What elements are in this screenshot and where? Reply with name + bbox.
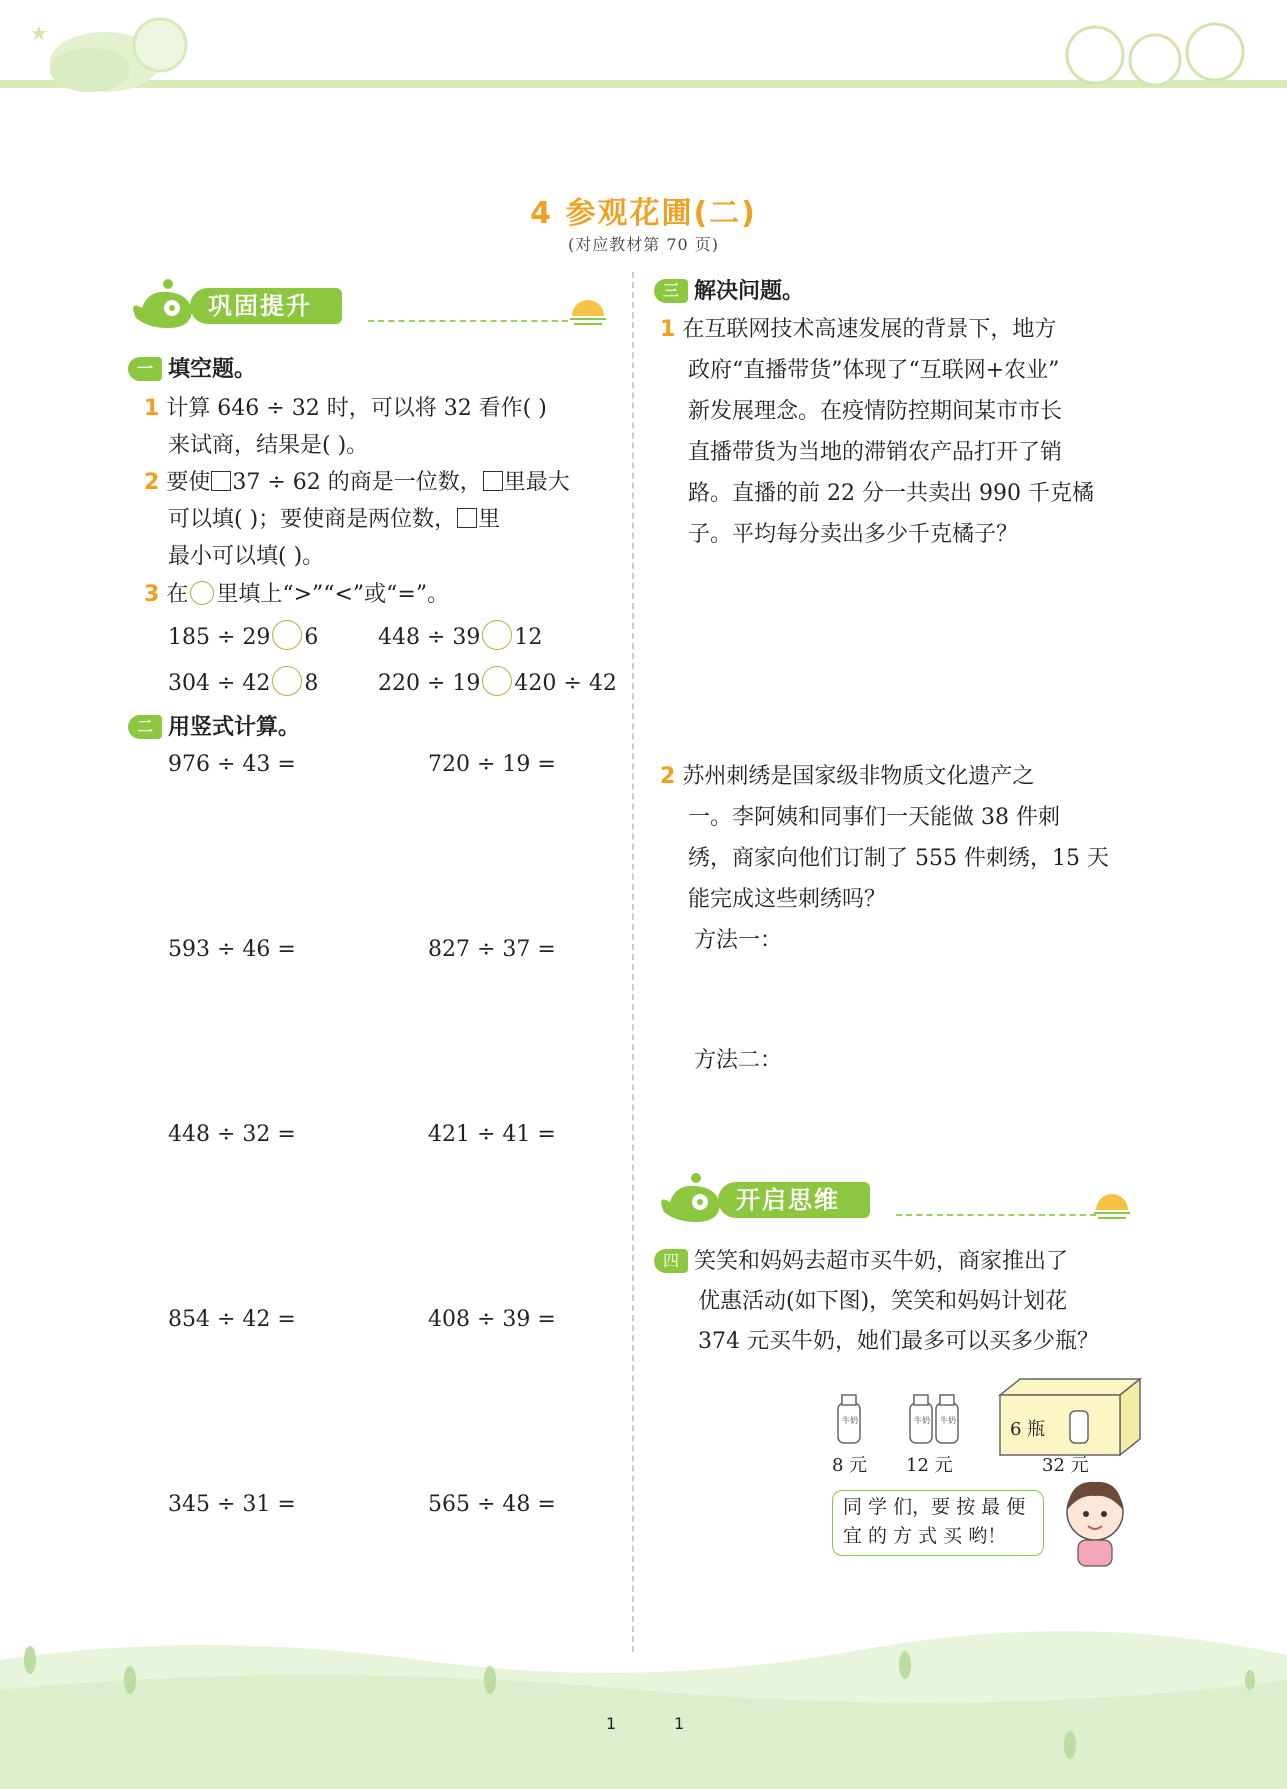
calc-item: 720 ÷ 19 = <box>428 752 556 777</box>
compare-item: 220 ÷ 19 420 ÷ 42 <box>378 666 617 696</box>
thinking-banner <box>656 1172 1136 1228</box>
problem-2 <box>660 756 1140 961</box>
calc-item: 565 ÷ 48 = <box>428 1492 556 1517</box>
question-text: 里 <box>478 507 501 532</box>
whale-icon <box>656 1172 726 1228</box>
sunset-icon <box>1092 1188 1132 1222</box>
question-text: 374 元买牛奶，她们最多可以买多少瓶？ <box>698 1329 1099 1354</box>
question-text: 直播带货为当地的滞销农产品打开了销 <box>688 440 1063 465</box>
question-text: 要使 <box>166 470 211 495</box>
question-text: 苏州刺绣是国家级非物质文化遗产之 <box>682 764 1035 789</box>
calc-item: 421 ÷ 41 = <box>428 1122 556 1147</box>
svg-text:★: ★ <box>30 21 48 45</box>
section-title: 用竖式计算。 <box>168 715 301 740</box>
compare-item: 304 ÷ 42 8 <box>168 666 318 696</box>
question-text: 37 ÷ 62 的商是一位数， <box>232 470 482 495</box>
question-text: 笑笑和妈妈去超市买牛奶，商家推出了 <box>694 1249 1069 1274</box>
question-1 <box>144 390 624 464</box>
calc-item: 448 ÷ 32 = <box>168 1122 296 1147</box>
compare-circle[interactable] <box>482 620 512 650</box>
compare-item: 448 ÷ 39 12 <box>378 620 542 650</box>
page-number-left: 1 <box>606 1714 617 1733</box>
bottle-label: 牛奶 <box>914 1416 930 1425</box>
page-number-right: 1 <box>674 1714 685 1733</box>
question-text: 里最大 <box>503 470 570 495</box>
sunset-icon <box>568 294 608 328</box>
question-text: 绣，商家向他们订制了 555 件刺绣，15 天 <box>688 846 1109 871</box>
box-count: 6 瓶 <box>1010 1419 1046 1440</box>
question-text: 子。平均每分卖出多少千克橘子？ <box>688 522 1019 547</box>
section-badge: 一 <box>128 357 162 381</box>
calc-item: 593 ÷ 46 = <box>168 937 296 962</box>
method-one-label: 方法一： <box>694 928 783 953</box>
question-text: 优惠活动(如下图)，笑笑和妈妈计划花 <box>698 1289 1068 1314</box>
problem-4 <box>654 1242 1144 1362</box>
calc-item: 827 ÷ 37 = <box>428 937 556 962</box>
bottom-hills-decoration <box>0 1620 1287 1789</box>
question-text: 在互联网技术高速发展的背景下，地方 <box>682 317 1057 342</box>
consolidate-banner-label: 巩固提升 <box>190 288 342 324</box>
blank-square-icon <box>457 508 477 528</box>
consolidate-banner <box>128 278 598 334</box>
bottle-label: 牛奶 <box>940 1416 956 1425</box>
milk-offer-illustration <box>830 1375 1150 1485</box>
question-text: 路。直播的前 22 分一共卖出 990 千克橘 <box>688 481 1094 506</box>
girl-character-icon <box>1050 1470 1140 1570</box>
thinking-banner-label: 开启思维 <box>718 1182 870 1218</box>
top-decoration <box>0 0 1287 120</box>
section-badge: 二 <box>128 715 162 739</box>
question-text: 计算 646 ÷ 32 时，可以将 32 看作( ) <box>166 396 547 421</box>
question-text: 里填上“>”“<”或“=”。 <box>216 582 450 607</box>
question-text: 一。李阿姨和同事们一天能做 38 件刺 <box>688 805 1060 830</box>
question-number: 2 <box>660 764 676 789</box>
question-text: 最小可以填( )。 <box>168 544 325 569</box>
calc-item: 854 ÷ 42 = <box>168 1307 296 1332</box>
blank-square-icon <box>483 471 503 491</box>
speech-text: 宜 的 方 式 买 哟！ <box>843 1525 1007 1547</box>
method-two-label: 方法二： <box>694 1048 783 1073</box>
single-price: 8 元 <box>832 1455 868 1476</box>
question-text: 政府“直播带货”体现了“互联网+农业” <box>688 358 1060 383</box>
question-text: 新发展理念。在疫情防控期间某市市长 <box>688 399 1063 424</box>
question-text: 在 <box>166 582 189 607</box>
question-text: 可以填( )；要使商是两位数， <box>168 507 457 532</box>
speech-bubble <box>832 1490 1044 1556</box>
question-text: 能完成这些刺绣吗？ <box>688 887 887 912</box>
question-text: 来试商，结果是( )。 <box>168 433 369 458</box>
column-divider <box>632 272 634 1652</box>
blank-circle-icon <box>190 581 214 605</box>
page-title: 4 参观花圃(二) <box>530 196 757 231</box>
box-price: 32 元 <box>1042 1455 1089 1476</box>
calc-item: 976 ÷ 43 = <box>168 752 296 777</box>
section-badge: 四 <box>654 1249 688 1273</box>
question-number: 1 <box>660 317 676 342</box>
section-title: 填空题。 <box>168 357 257 382</box>
whale-icon <box>128 278 198 334</box>
milk-box-icon <box>1000 1379 1140 1455</box>
question-2 <box>144 464 624 575</box>
problem-1 <box>660 309 1140 555</box>
question-3 <box>144 576 624 613</box>
compare-item: 185 ÷ 29 6 <box>168 620 318 650</box>
section-badge: 三 <box>654 279 688 303</box>
question-number: 3 <box>144 582 160 607</box>
page-subtitle: (对应教材第 70 页) <box>567 235 720 254</box>
calc-item: 345 ÷ 31 = <box>168 1492 296 1517</box>
speech-text: 同 学 们，要 按 最 便 <box>843 1496 1026 1518</box>
section-fill-blank <box>128 352 256 383</box>
question-number: 2 <box>144 470 160 495</box>
section-problem-solving <box>654 274 804 305</box>
calc-item: 408 ÷ 39 = <box>428 1307 556 1332</box>
double-price: 12 元 <box>906 1455 953 1476</box>
bottle-label: 牛奶 <box>842 1416 858 1425</box>
question-number: 1 <box>144 396 160 421</box>
compare-circle[interactable] <box>272 620 302 650</box>
compare-circle[interactable] <box>482 666 512 696</box>
animal-faces-icon <box>1067 24 1243 85</box>
compare-circle[interactable] <box>272 666 302 696</box>
section-vertical-calc <box>128 710 300 741</box>
blank-square-icon <box>211 471 231 491</box>
section-title: 解决问题。 <box>694 279 805 304</box>
